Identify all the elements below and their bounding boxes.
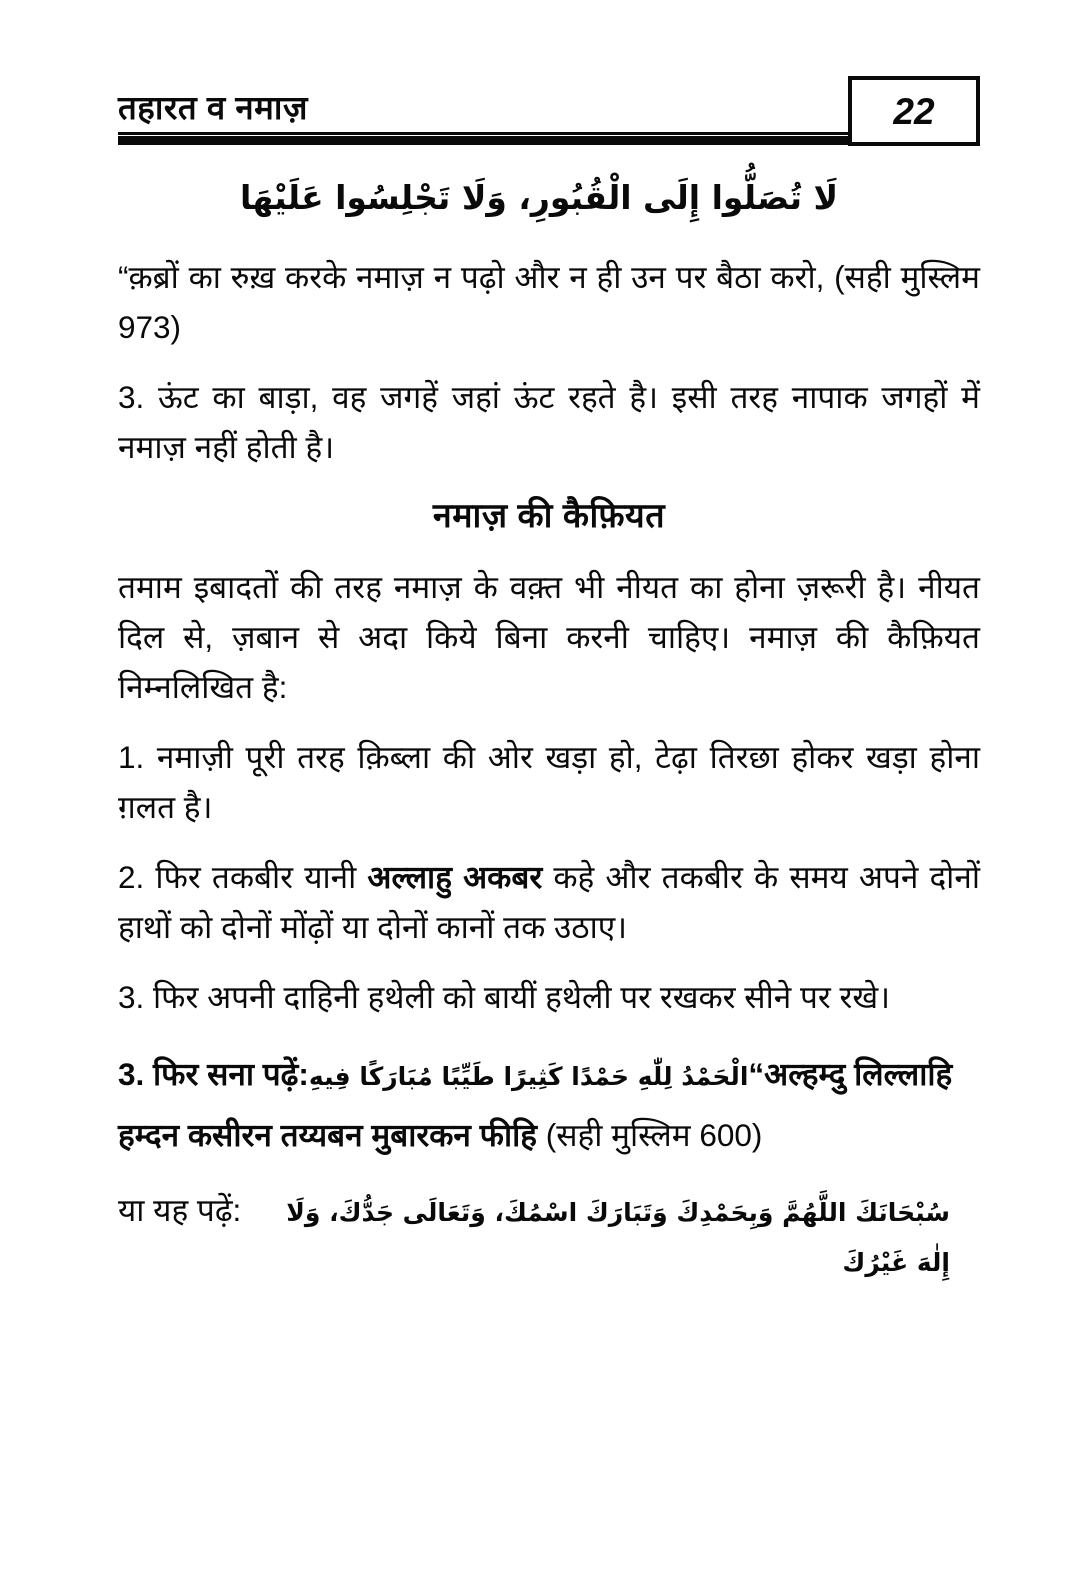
book-section-title: तहारत व नमाज़ [118, 89, 308, 126]
header-rule [118, 136, 970, 145]
step-sana-line-1 [118, 1048, 980, 1103]
page-header [118, 86, 970, 156]
step-sana-line-2 [118, 1109, 980, 1161]
step-1-paragraph: 1. नमाज़ी पूरी तरह क़िब्ला की ओर खड़ा हो, टेढ़ा तिरछा होकर खड़ा होना ग़लत है। [118, 739, 980, 825]
section-heading-namaz-ki-kaifiyat: नमाज़ की कैफ़ियत [432, 497, 666, 535]
step-sana-transliteration-line-1: “अल्हम्दु लिल्लाहि [748, 1056, 953, 1092]
step-sana-transliteration-line-2: हम्दन कसीरन तय्यबन मुबारकन फीहि [118, 1117, 537, 1153]
step-2-text-before: 2. फिर तकबीर यानी [118, 859, 368, 895]
step-2-paragraph [118, 852, 980, 952]
step-3-paragraph: 3. फिर अपनी दाहिनी हथेली को बायीं हथेली पर रखकर सीने पर रखे। [118, 979, 891, 1015]
header-rule-thin [118, 132, 848, 135]
step-sana-reference: (सही मुस्लिम 600) [537, 1117, 763, 1153]
page-number-box [848, 76, 980, 146]
page-number: 22 [893, 90, 935, 132]
list-item-camel-pen: 3. ऊंट का बाड़ा, वह जगहें जहां ऊंट रहते है। इसी तरह नापाक जगहों में नमाज़ नहीं होती है। [118, 379, 980, 465]
page-content [118, 170, 980, 1288]
hadith-translation-paragraph: “क़ब्रों का रुख़ करके नमाज़ न पढ़ो और न ही उन पर बैठा करो, (सही मुस्लिम 973) [118, 259, 980, 345]
step-2-text-after: कहे और तकबीर के समय अपने दोनों हाथों को दोनों मोंढ़ों या दोनों कानों तक उठाए। [118, 859, 980, 945]
hadith-arabic-text: لَا تُصَلُّوا إِلَى الْقُبُورِ، وَلَا تَجْلِسُوا عَلَيْهَا [239, 178, 839, 217]
intro-paragraph: तमाम इबादतों की तरह नमाज़ के वक़्त भी नीयत का होना ज़रूरी है। नीयत दिल से, ज़बान से अदा किये बिना करनी चाहिए। नमाज़ की कैफ़ियत निम्नलिखित है: [118, 569, 980, 705]
alternate-dua-label: या यह पढ़ें: [118, 1192, 242, 1228]
step-sana-arabic-text: الْحَمْدُ لِلّٰهِ حَمْدًا كَثِيرًا طَيِّبًا مُبَارَكًا فِيهِ [308, 1062, 749, 1091]
alternate-dua-row [118, 1185, 980, 1288]
step-2-emphasis-allahu-akbar: अल्लाहु अकबर [367, 859, 543, 895]
step-sana-label: 3. फिर सना पढ़ें: [118, 1056, 309, 1092]
alternate-dua-arabic-text: سُبْحَانَكَ اللَّهُمَّ وَبِحَمْدِكَ وَتَبَارَكَ اسْمُكَ، وَتَعَالَى جَدُّكَ، وَلَا إِلٰهَ غَيْرُكَ [286, 1198, 950, 1277]
